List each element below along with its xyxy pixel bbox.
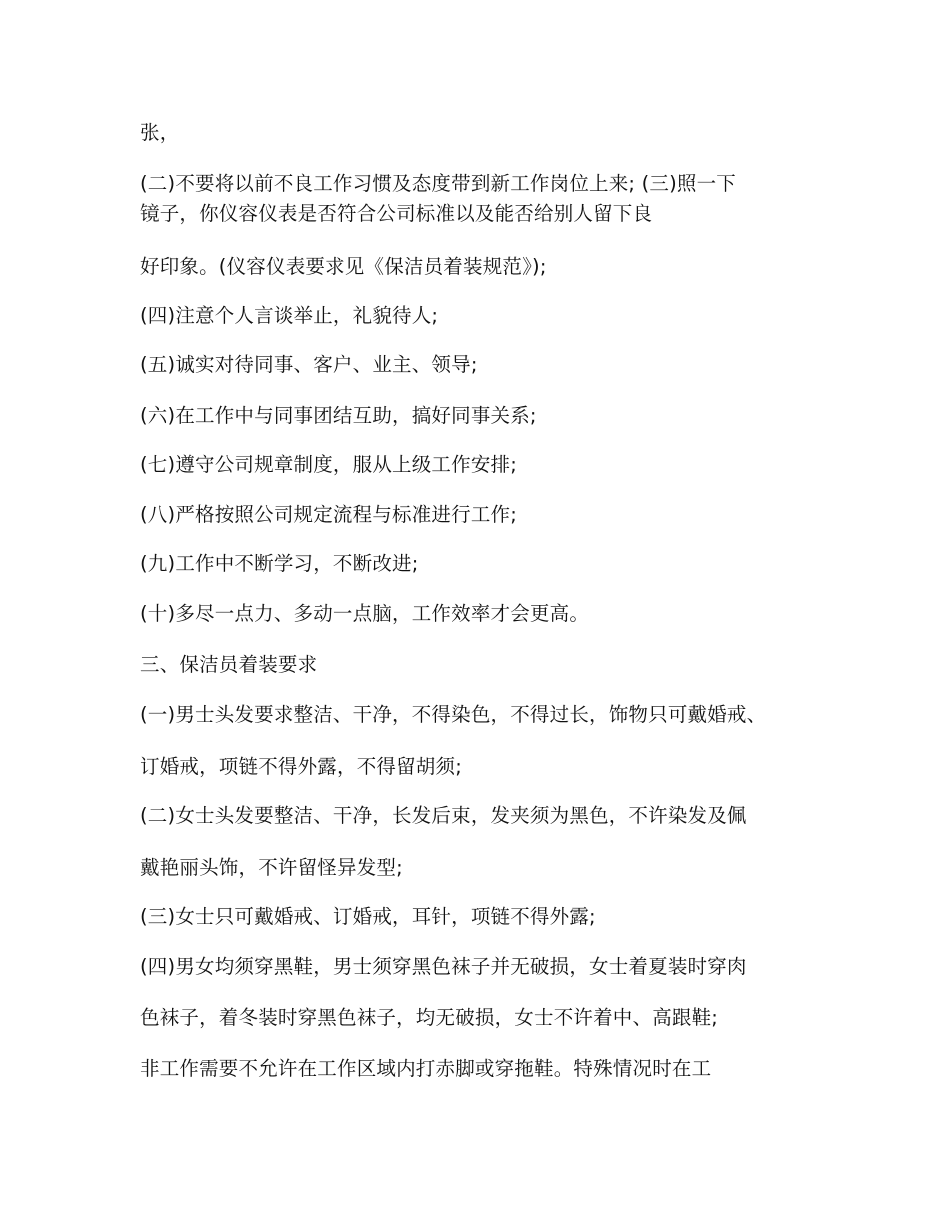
text-line-16: 戴艳丽头饰，不许留怪异发型; — [140, 856, 403, 879]
text-line-1: 张， — [140, 121, 180, 144]
text-line-13: (一)男士头发要求整洁、干净，不得染色，不得过长，饰物只可戴婚戒、 — [140, 703, 767, 726]
section-heading: 三、保洁员着装要求 — [140, 653, 318, 676]
text-line-11: (十)多尽一点力、多动一点脑，工作效率才会更高。 — [140, 602, 590, 625]
text-line-10: (九)工作中不断学习，不断改进; — [140, 552, 419, 575]
text-line-2: (二)不要将以前不良工作习惯及态度带到新工作岗位上来; (三)照一下 — [140, 172, 736, 195]
text-line-18: (四)男女均须穿黑鞋，男士须穿黑色袜子并无破损，女士着夏装时穿肉 — [140, 955, 747, 978]
text-line-7: (六)在工作中与同事团结互助，搞好同事关系; — [140, 404, 537, 427]
text-line-19: 色袜子，着冬装时穿黑色袜子，均无破损，女士不许着中、高跟鞋; — [140, 1006, 719, 1029]
text-line-14: 订婚戒，项链不得外露，不得留胡须; — [140, 755, 462, 778]
text-line-5: (四)注意个人言谈举止，礼貌待人; — [140, 304, 439, 327]
text-line-20: 非工作需要不允许在工作区域内打赤脚或穿拖鞋。特殊情况时在工 — [140, 1057, 712, 1080]
text-line-6: (五)诚实对待同事、客户、业主、领导; — [140, 353, 478, 376]
text-line-4: 好印象。(仪容仪表要求见《保洁员着装规范》); — [140, 255, 547, 278]
text-line-9: (八)严格按照公司规定流程与标准进行工作; — [140, 503, 517, 526]
text-line-3: 镜子，你仪容仪表是否符合公司标准以及能否给别人留下良 — [140, 202, 653, 225]
text-line-8: (七)遵守公司规章制度，服从上级工作安排; — [140, 453, 517, 476]
text-line-17: (三)女士只可戴婚戒、订婚戒，耳针，项链不得外露; — [140, 905, 596, 928]
text-line-15: (二)女士头发要整洁、干净，长发后束，发夹须为黑色，不许染发及佩 — [140, 804, 747, 827]
